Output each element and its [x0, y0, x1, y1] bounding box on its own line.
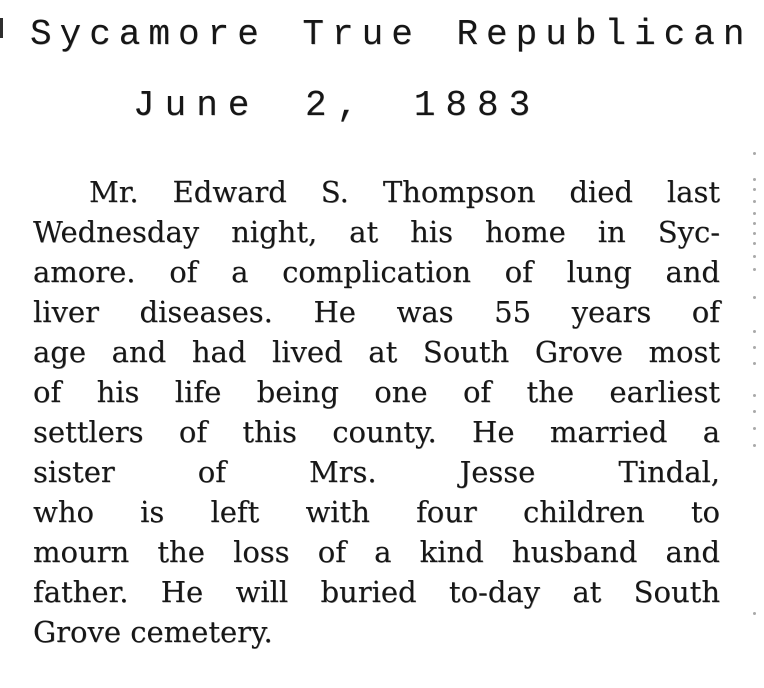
article-line: amore. of a complication of lung and	[33, 255, 720, 289]
article-line: who is left with four children to	[33, 495, 720, 529]
article-line: settlers of this county. He married a	[33, 415, 720, 449]
issue-date: June 2, 1883	[133, 85, 541, 126]
article-line: mourn the loss of a kind husband and	[33, 535, 720, 569]
column-rule-dot	[753, 242, 756, 245]
column-rule-dot	[753, 296, 756, 299]
article-line: Grove cemetery.	[33, 615, 273, 649]
column-rule-dot	[753, 346, 756, 349]
column-rule-dot	[753, 612, 756, 615]
masthead	[0, 14, 764, 126]
column-rule-dot	[753, 188, 756, 191]
column-rule-dot	[753, 427, 756, 430]
article-line: Mr. Edward S. Thompson died last	[89, 175, 720, 209]
newspaper-title: Sycamore True Republican	[30, 14, 753, 55]
column-rule-dot	[753, 222, 756, 225]
article-line: father. He will buried to-day at South	[33, 575, 720, 609]
column-rule-dot	[753, 200, 756, 203]
column-rule-dot	[753, 255, 756, 258]
column-rule-dot	[753, 444, 756, 447]
obituary-article	[33, 172, 720, 652]
article-line: liver diseases. He was 55 years of	[33, 295, 720, 329]
column-rule-dot	[753, 152, 756, 155]
column-rule-dot	[753, 410, 756, 413]
article-line: age and had lived at South Grove most	[33, 335, 720, 369]
column-rule-dot	[753, 394, 756, 397]
article-line: sister of Mrs. Jesse Tindal,	[33, 455, 720, 489]
column-rule-dot	[753, 362, 756, 365]
column-rule-dot	[753, 178, 756, 181]
column-rule-dot	[753, 232, 756, 235]
article-line: of his life being one of the earliest	[33, 375, 720, 409]
article-line: Wednesday night, at his home in Syc-	[33, 215, 720, 249]
column-rule-dot	[753, 330, 756, 333]
column-rule-dot	[753, 212, 756, 215]
column-rule-dot	[753, 268, 756, 271]
